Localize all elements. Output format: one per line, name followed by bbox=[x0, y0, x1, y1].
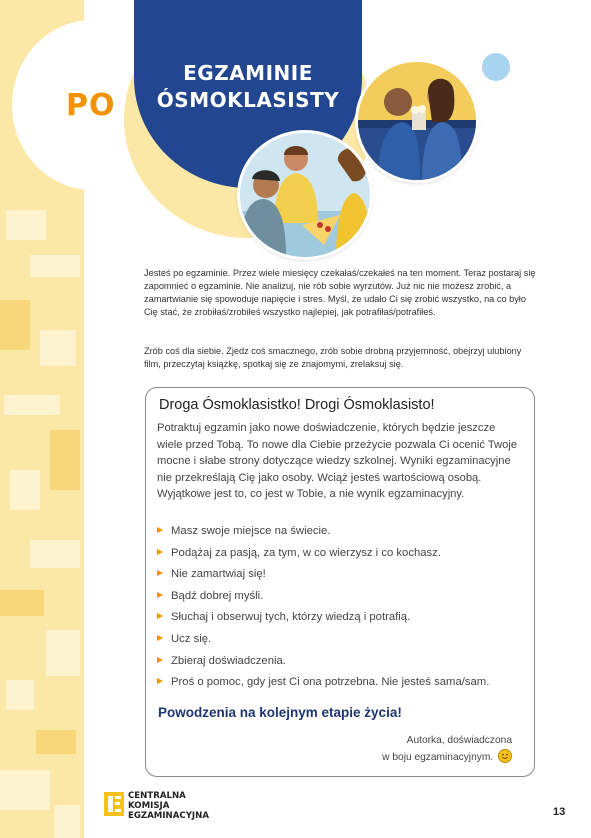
bullet-triangle-icon bbox=[157, 592, 163, 598]
page-number: 13 bbox=[553, 806, 566, 818]
footer-logo-text bbox=[128, 791, 209, 821]
list-item: Zbieraj doświadczenia. bbox=[157, 653, 527, 675]
letter-body: Potraktuj egzamin jako nowe doświadczenie, których będzie jeszcze wiele przed Tobą. To nowe dla Ciebie przeżycie pozwala Ci ocenić Twoje mocne i słabe strony dotyczące wiedzy szkolnej. Wyniki egzaminacyjne nie przekreślają Cię jako osoby. Wciąż jesteś wartościową osobą. Wyjątkowe jest to, co jest w Tobie, a nie wynik egzaminacyjny. bbox=[157, 422, 518, 500]
list-item: Słuchaj i obserwuj tych, którzy wiedzą i potrafią. bbox=[157, 609, 527, 631]
logo-line3: EGZAMINACYJNA bbox=[128, 811, 209, 821]
bullet-triangle-icon bbox=[157, 527, 163, 533]
list-item: Nie zamartwiaj się! bbox=[157, 566, 527, 588]
page-title bbox=[150, 60, 346, 114]
smiley-face-icon bbox=[498, 749, 512, 763]
list-item: Ucz się. bbox=[157, 631, 527, 653]
intro-paragraph-2: Zrób coś dla siebie. Zjedz coś smacznego, zrób sobie drobną przyjemność, obejrzyj ulubiony film, przeczytaj książkę, spotkaj się ze znajomymi, zrelaksuj się. bbox=[144, 346, 522, 369]
header-prefix: PO bbox=[66, 88, 116, 123]
letter-closing: Powodzenia na kolejnym etapie życia! bbox=[158, 705, 402, 720]
list-item: Bądź dobrej myśli. bbox=[157, 588, 527, 610]
illustration-friends-eating-pizza bbox=[240, 133, 370, 257]
page-title-line2: ÓSMOKLASISTY bbox=[156, 88, 340, 112]
letter-greeting bbox=[159, 397, 439, 413]
bullet-triangle-icon bbox=[157, 678, 163, 684]
bubble-light-blue bbox=[482, 53, 510, 81]
signature-line1: Autorka, doświadczona bbox=[406, 735, 512, 746]
bullet-triangle-icon bbox=[157, 570, 163, 576]
list-item: Podążaj za pasją, za tym, w co wierzysz i co kochasz. bbox=[157, 545, 527, 567]
bullet-triangle-icon bbox=[157, 635, 163, 641]
letter-greeting-female: Droga Ósmoklasistko! bbox=[159, 397, 301, 413]
list-item: Masz swoje miejsce na świecie. bbox=[157, 523, 527, 545]
bullet-triangle-icon bbox=[157, 549, 163, 555]
intro-paragraph-1: Jesteś po egzaminie. Przez wiele miesięcy czekałaś/czekałeś na ten moment. Teraz postaraj się zapomnieć o egzaminie. Nie analizuj, nie rób sobie wyrzutów. Już nic nie możesz zrobić, a zamartwianie się spowoduje napięcie i stres. Myśl, że udało Ci się zrobić wszystko, na co było Cię stać, że zrobiłaś/zrobiłeś wszystko najlepiej, jak potrafiłaś/potrafiłeś. bbox=[144, 268, 536, 317]
bullet-triangle-icon bbox=[157, 657, 163, 663]
logo-line2: KOMISJA bbox=[128, 801, 170, 811]
illustration-friends-with-popcorn bbox=[358, 62, 476, 180]
list-item: Proś o pomoc, gdy jest Ci ona potrzebna. Nie jesteś sama/sam. bbox=[157, 674, 527, 696]
page-title-line1: EGZAMINIE bbox=[183, 61, 313, 85]
bullet-triangle-icon bbox=[157, 613, 163, 619]
letter-greeting-male: Drogi Ósmoklasisto! bbox=[304, 397, 435, 413]
signature-line2: w boju egzaminacyjnym. bbox=[300, 749, 512, 766]
logo-line1: CENTRALNA bbox=[128, 791, 186, 801]
cke-logo-icon bbox=[104, 792, 124, 816]
advice-list bbox=[157, 523, 527, 696]
letter-signature bbox=[300, 732, 512, 766]
